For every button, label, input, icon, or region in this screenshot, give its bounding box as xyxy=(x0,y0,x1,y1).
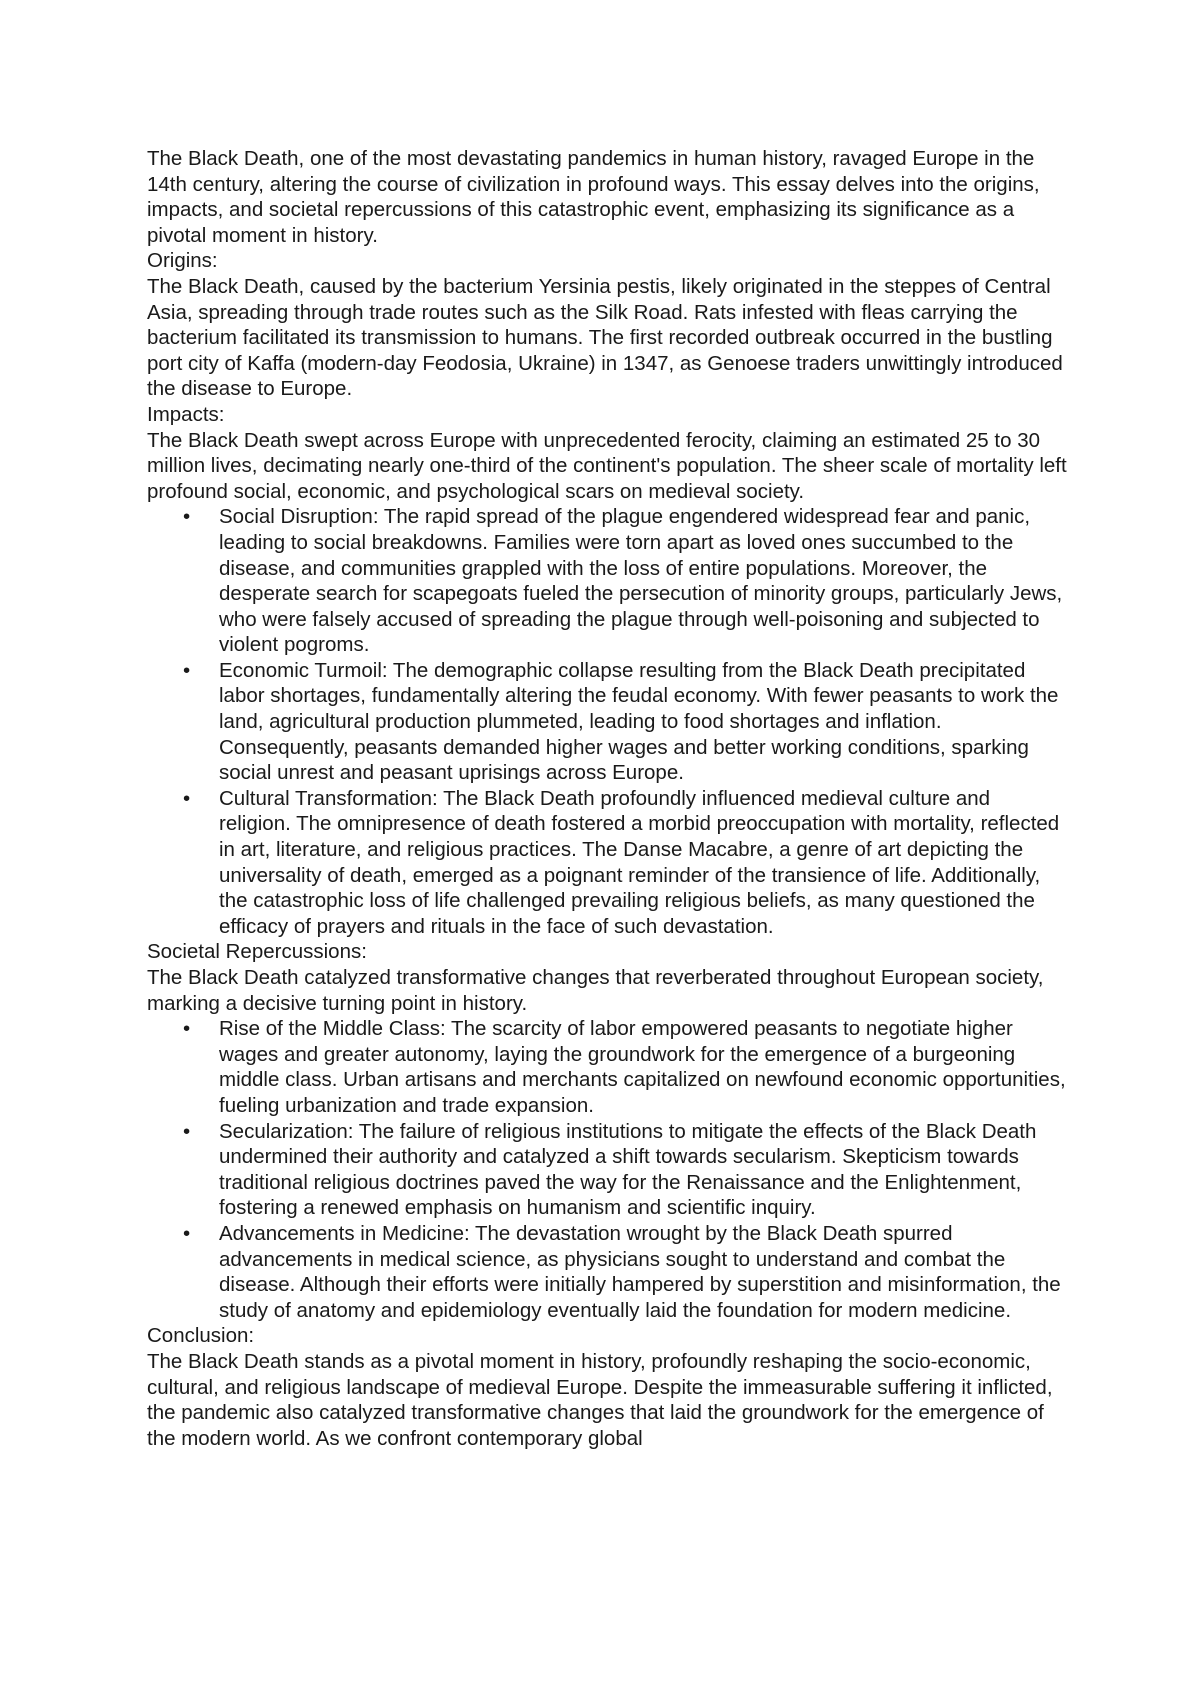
list-item xyxy=(147,658,1067,786)
impacts-paragraph: The Black Death swept across Europe with unprecedented ferocity, claiming an estimated 25 to 30 million lives, decimating nearly one-third of the continent's population. The sheer scale of mortality left profound social, economic, and psychological scars on medieval society. xyxy=(147,428,1067,503)
impacts-bullet-list xyxy=(147,504,1067,939)
societal-bullet-list xyxy=(147,1016,1067,1323)
bullet-icon: • xyxy=(183,786,191,810)
list-item xyxy=(147,504,1067,658)
societal-heading: Societal Repercussions: xyxy=(147,940,367,964)
conclusion-heading: Conclusion: xyxy=(147,1324,255,1348)
bullet-icon: • xyxy=(183,505,191,529)
list-item xyxy=(147,1016,1067,1118)
origins-heading: Origins: xyxy=(147,249,218,273)
bullet-icon: • xyxy=(183,1119,191,1143)
list-item-text: Economic Turmoil: The demographic collapse resulting from the Black Death precipitated labor shortages, fundamentally altering the feudal economy. With fewer peasants to work the land, agricultural production plummeted, leading to food shortages and inflation. Consequently, peasants demanded higher wages and better working conditions, sparking social unrest and peasant uprisings across Europe. xyxy=(219,658,1059,785)
bullet-icon: • xyxy=(183,1017,191,1041)
list-item xyxy=(147,1221,1067,1323)
list-item-text: Advancements in Medicine: The devastation wrought by the Black Death spurred advancements in medical science, as physicians sought to understand and combat the disease. Although their efforts were initially hampered by superstition and misinformation, the study of anatomy and epidemiology eventually laid the foundation for modern medicine. xyxy=(219,1221,1061,1322)
list-item-text: Rise of the Middle Class: The scarcity of labor empowered peasants to negotiate higher wages and greater autonomy, laying the groundwork for the emergence of a burgeoning middle class. Urban artisans and merchants capitalized on newfound economic opportunities, fueling urbanization and trade expansion. xyxy=(219,1017,1066,1117)
list-item xyxy=(147,786,1067,940)
bullet-icon: • xyxy=(183,1221,191,1245)
list-item-text: Social Disruption: The rapid spread of the plague engendered widespread fear and panic, leading to social breakdowns. Families were torn apart as loved ones succumbed to the disease, and communities grappled with the loss of entire populations. Moreover, the desperate search for scapegoats fueled the persecution of minority groups, particularly Jews, who were falsely accused of spreading the plague through well-poisoning and subjected to violent pogroms. xyxy=(219,505,1063,657)
essay-body xyxy=(147,146,1067,1451)
list-item-text: Cultural Transformation: The Black Death profoundly influenced medieval culture and religion. The omnipresence of death fostered a morbid preoccupation with mortality, reflected in art, literature, and religious practices. The Danse Macabre, a genre of art depicting the universality of death, emerged as a poignant reminder of the transience of life. Additionally, the catastrophic loss of life challenged prevailing religious beliefs, as many questioned the efficacy of prayers and rituals in the face of such devastation. xyxy=(219,786,1060,938)
conclusion-paragraph: The Black Death stands as a pivotal moment in history, profoundly reshaping the socio-economic, cultural, and religious landscape of medieval Europe. Despite the immeasurable suffering it inflicted, the pandemic also catalyzed transformative changes that laid the groundwork for the emergence of the modern world. As we confront contemporary global xyxy=(147,1349,1053,1450)
list-item-text: Secularization: The failure of religious institutions to mitigate the effects of the Black Death undermined their authority and catalyzed a shift towards secularism. Skepticism towards traditional religious doctrines paved the way for the Renaissance and the Enlightenment, fostering a renewed emphasis on humanism and scientific inquiry. xyxy=(219,1119,1037,1220)
origins-paragraph: The Black Death, caused by the bacterium Yersinia pestis, likely originated in the steppes of Central Asia, spreading through trade routes such as the Silk Road. Rats infested with fleas carrying the bacterium facilitated its transmission to humans. The first recorded outbreak occurred in the bustling port city of Kaffa (modern-day Feodosia, Ukraine) in 1347, as Genoese traders unwittingly introduced the disease to Europe. xyxy=(147,274,1063,401)
list-item xyxy=(147,1119,1067,1221)
intro-paragraph: The Black Death, one of the most devastating pandemics in human history, ravaged Europe in the 14th century, altering the course of civilization in profound ways. This essay delves into the origins, impacts, and societal repercussions of this catastrophic event, emphasizing its significance as a pivotal moment in history. xyxy=(147,147,1040,247)
bullet-icon: • xyxy=(183,658,191,682)
impacts-heading: Impacts: xyxy=(147,402,225,426)
societal-paragraph: The Black Death catalyzed transformative changes that reverberated throughout European society, marking a decisive turning point in history. xyxy=(147,966,1044,1015)
